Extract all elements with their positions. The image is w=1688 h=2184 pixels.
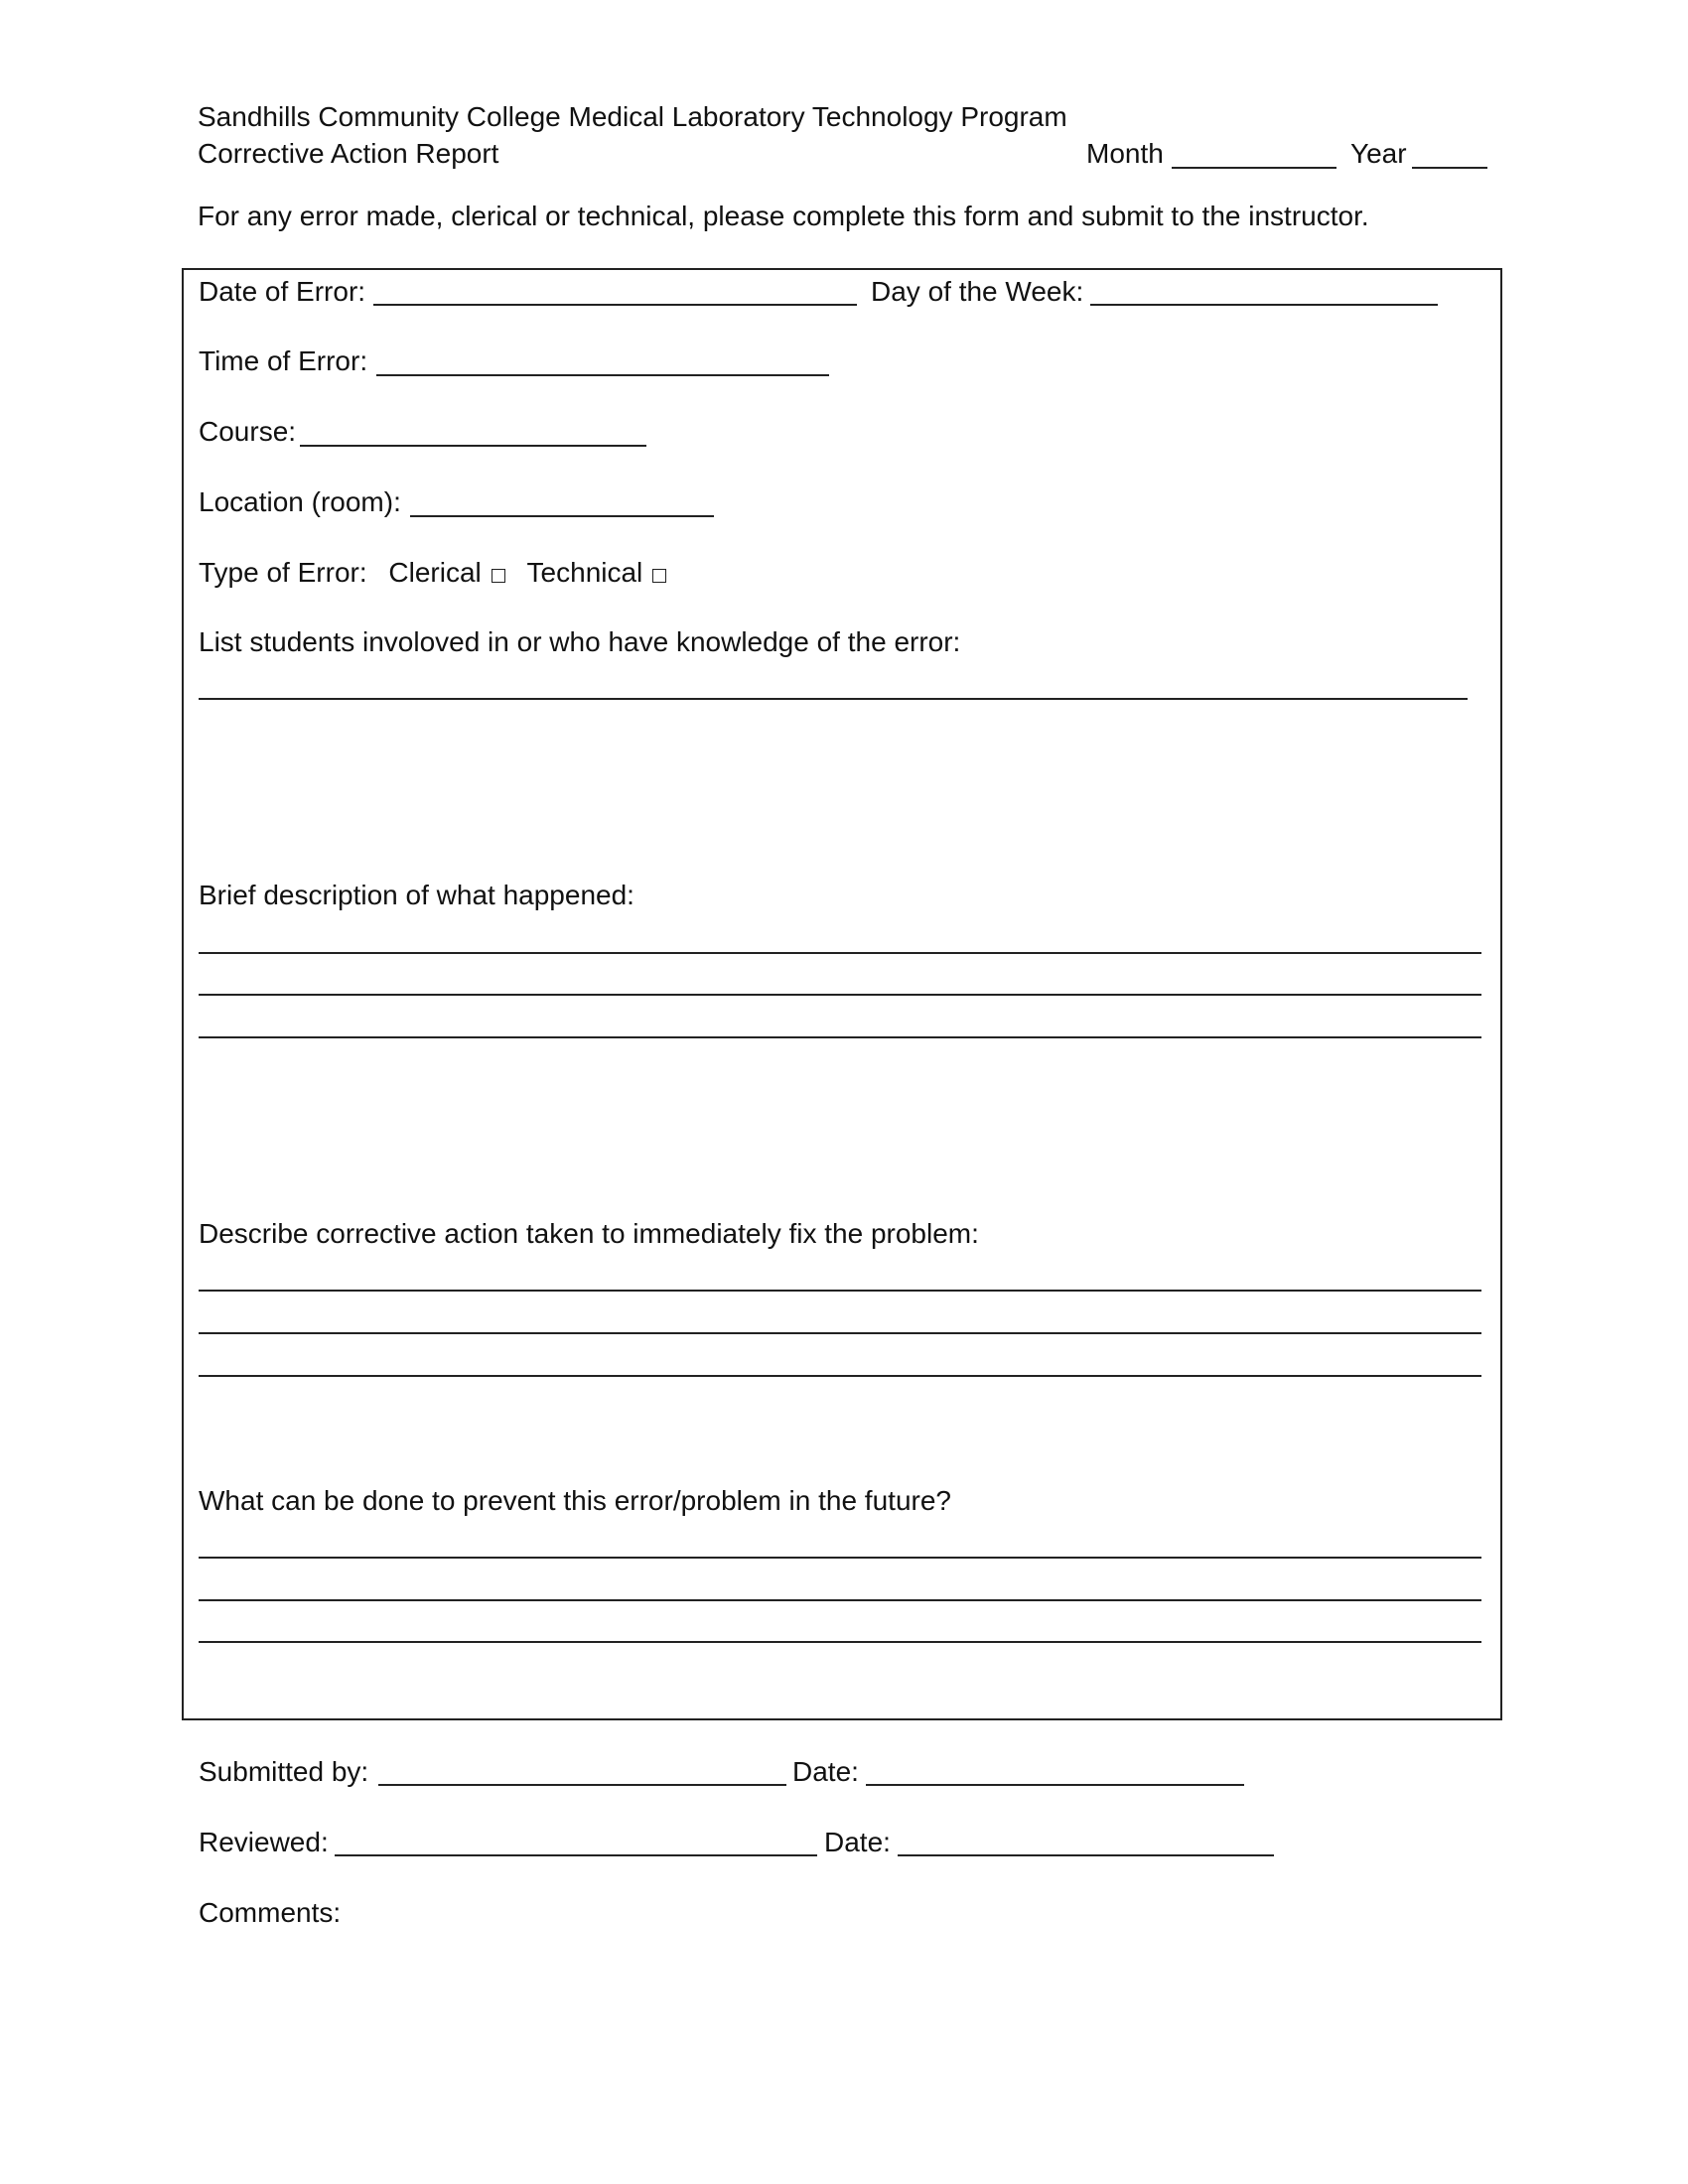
instructions-text: For any error made, clerical or technical, please complete this form and submit to the instructor. <box>198 201 1369 231</box>
corrective-line-3[interactable] <box>199 1375 1481 1377</box>
technical-option-label: Technical <box>526 557 643 588</box>
clerical-checkbox[interactable] <box>492 569 505 583</box>
date-of-error-field[interactable] <box>373 304 857 306</box>
reviewed-label: Reviewed: <box>199 1827 329 1857</box>
day-of-week-field[interactable] <box>1090 304 1438 306</box>
time-of-error-field[interactable] <box>376 374 829 376</box>
program-title: Sandhills Community College Medical Laboratory Technology Program <box>198 101 1067 132</box>
submitted-date-field[interactable] <box>866 1784 1244 1786</box>
prevention-line-2[interactable] <box>199 1599 1481 1601</box>
prevention-line-3[interactable] <box>199 1641 1481 1643</box>
reviewed-date-field[interactable] <box>898 1854 1274 1856</box>
prevention-label: What can be done to prevent this error/problem in the future? <box>199 1485 951 1516</box>
type-of-error-label: Type of Error: <box>199 557 367 588</box>
time-of-error-label: Time of Error: <box>199 345 368 376</box>
comments-label: Comments: <box>199 1897 342 1928</box>
location-field[interactable] <box>410 515 714 517</box>
reviewed-date-label: Date: <box>824 1827 891 1857</box>
description-line-3[interactable] <box>199 1036 1481 1038</box>
description-line-1[interactable] <box>199 952 1481 954</box>
corrective-line-2[interactable] <box>199 1332 1481 1334</box>
students-field-line[interactable] <box>199 698 1468 700</box>
date-of-error-label: Date of Error: <box>199 276 366 307</box>
course-label: Course: <box>199 416 297 447</box>
description-label: Brief description of what happened: <box>199 880 634 910</box>
students-label: List students involoved in or who have knowledge of the error: <box>199 626 961 657</box>
submitted-by-label: Submitted by: <box>199 1756 369 1787</box>
day-of-week-label: Day of the Week: <box>871 276 1084 307</box>
year-field[interactable] <box>1412 167 1487 169</box>
month-field[interactable] <box>1172 167 1336 169</box>
submitted-by-field[interactable] <box>378 1784 786 1786</box>
reviewed-field[interactable] <box>335 1854 817 1856</box>
year-label: Year <box>1350 138 1407 169</box>
technical-checkbox[interactable] <box>652 569 666 583</box>
corrective-line-1[interactable] <box>199 1290 1481 1292</box>
clerical-option-label: Clerical <box>388 557 482 588</box>
course-field[interactable] <box>300 445 646 447</box>
corrective-action-label: Describe corrective action taken to immediately fix the problem: <box>199 1218 979 1249</box>
month-label: Month <box>1086 138 1164 169</box>
location-label: Location (room): <box>199 486 401 517</box>
submitted-date-label: Date: <box>792 1756 859 1787</box>
type-of-error-row <box>199 556 666 590</box>
description-line-2[interactable] <box>199 994 1481 996</box>
report-title: Corrective Action Report <box>198 138 499 169</box>
prevention-line-1[interactable] <box>199 1557 1481 1559</box>
